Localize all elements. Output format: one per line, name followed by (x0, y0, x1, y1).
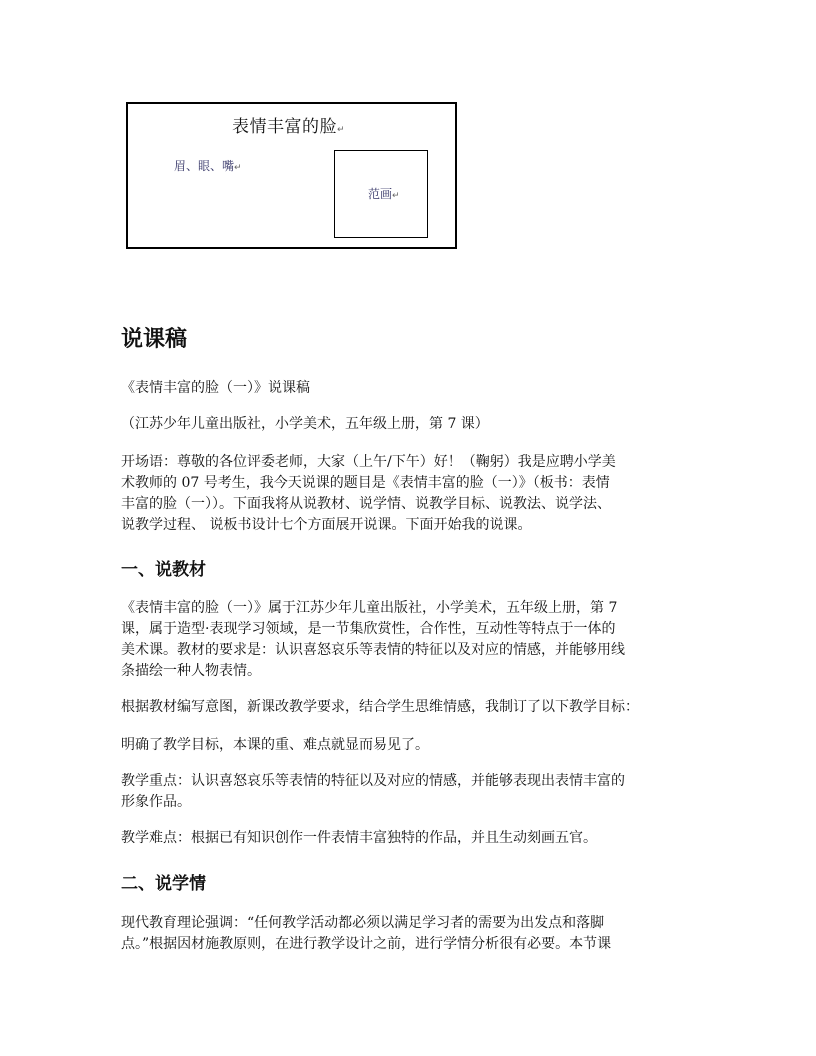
objectives-intro: 根据教材编写意图，新课改教学要求，结合学生思维情感，我制订了以下教学目标： (121, 699, 639, 715)
board-example-label: 范画↵ (368, 187, 400, 201)
teaching-focus: 教学重点：认识喜怒哀乐等表情的特征以及对应的情感，并能够表现出表情丰富的 形象作品。 (121, 773, 625, 810)
blackboard-design-diagram (126, 102, 457, 249)
section-heading-learners: 二、说学情 (121, 874, 206, 894)
textbook-paragraph: 《表情丰富的脸（一）》属于江苏少年儿童出版社，小学美术，五年级上册，第 7 课，属于造型·表现学习领域，是一节集欣赏性，合作性，互动性等特点于一体的 美术课。教材的要求是：认识喜怒哀乐等表情的特征以及对应的情感，并能够用线 条描绘一种人物表情。 (121, 600, 625, 679)
lesson-subtitle: 《表情丰富的脸（一）》说课稿 (121, 380, 310, 396)
board-title: 表情丰富的脸↵ (232, 117, 346, 137)
opening-paragraph: 开场语：尊敬的各位评委老师，大家（上午/下午）好！（鞠躬）我是应聘小学美 术教师的 07 号考生，我今天说课的题目是《表情丰富的脸（一）》（板书：表情 丰富的脸（一））。下面我将从说教材、说学情、说教学目标、说教法、说学法、 说教学过程、 说板书设计七个方面展开说课。下面开始我的说课。 (121, 454, 616, 533)
teaching-difficulty: 教学难点：根据已有知识创作一件表情丰富独特的作品，并且生动刻画五官。 (121, 830, 597, 846)
document-title: 说课稿 (121, 327, 188, 352)
section-heading-textbook: 一、说教材 (121, 560, 206, 580)
board-features: 眉、眼、嘴↵ (174, 159, 242, 173)
board-example-box (334, 150, 428, 238)
learners-paragraph: 现代教育理论强调：“任何教学活动都必须以满足学习者的需要为出发点和落脚 点。”根据因材施教原则，在进行教学设计之前，进行学情分析很有必要。本节课 (121, 915, 612, 952)
paragraph-mark-icon: ↵ (337, 125, 346, 135)
paragraph-mark-icon: ↵ (234, 163, 242, 173)
key-points-intro: 明确了教学目标，本课的重、难点就显而易见了。 (121, 737, 429, 753)
paragraph-mark-icon: ↵ (392, 191, 400, 201)
textbook-source: （江苏少年儿童出版社，小学美术，五年级上册，第 7 课） (121, 416, 489, 432)
